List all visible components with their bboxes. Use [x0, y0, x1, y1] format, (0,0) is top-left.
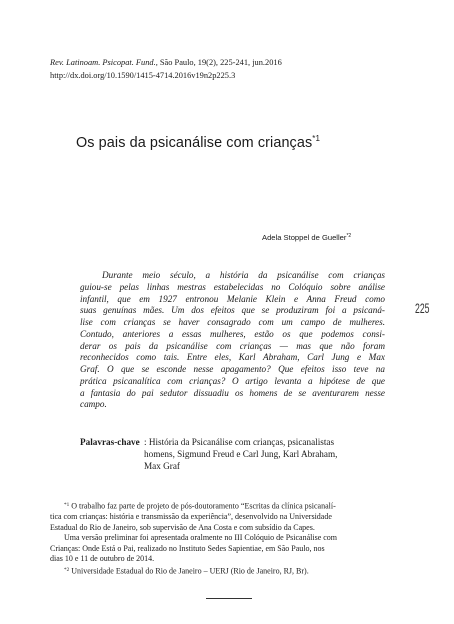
- abstract-line: Graf. O que se esconde nesse apagamento? Que efeitos isso teve na: [80, 364, 385, 374]
- footnote-line: Crianças: Onde Está o Pai, realizado no Instituto Sedes Sapientiae, em São Paulo, nos: [50, 543, 325, 553]
- keywords-line: : História da Psicanálise com crianças, psicanalistas: [144, 437, 335, 447]
- journal-name: Rev. Latinoam. Psicopat. Fund.: [50, 58, 156, 67]
- abstract-line: campo.: [80, 399, 107, 410]
- keywords-list: [144, 437, 400, 472]
- footnote-1: [50, 500, 410, 533]
- footnote-1-continued: [50, 533, 410, 565]
- abstract-line: Contudo, anteriores a essas mulheres, estão os que podemos consi-: [80, 328, 385, 339]
- footnote-2: [50, 565, 410, 577]
- journal-citation: [50, 57, 430, 82]
- citation-line: [50, 57, 430, 70]
- footnotes: [50, 500, 410, 577]
- keywords-label: Palavras-chave: [80, 437, 140, 447]
- author-name: Adela Stoppel de Gueller: [262, 233, 347, 242]
- footnote-1-mark: *1: [64, 502, 70, 508]
- title-text: Os pais da psicanálise com crianças: [76, 135, 313, 151]
- abstract-line: guiou-se pelas linhas mestras estabelecidas no Colóquio sobre análise: [80, 281, 385, 292]
- footnote-line: dias 10 e 11 de outubro de 2014.: [50, 554, 155, 564]
- abstract-line: lise com crianças se haver consagrado com um campo de mulheres.: [80, 317, 385, 327]
- footnote-line: tica com crianças: história e transmissão da experiência”, desenvolvido na Universidade: [50, 512, 332, 522]
- citation-details: , São Paulo, 19(2), 225-241, jun.2016: [155, 58, 282, 67]
- footer-rule: [206, 598, 252, 599]
- footnote-text: O trabalho faz parte de projeto de pós-doutoramento “Escritas da clínica psicanalí-: [69, 501, 336, 511]
- page-number: 225: [415, 300, 430, 316]
- keywords-block: [80, 437, 400, 472]
- abstract-line: reconhecidos como tais. Entre eles, Karl Abraham, Carl Jung e Max: [80, 352, 385, 363]
- article-title: [76, 134, 416, 151]
- abstract-line: Durante meio século, a história da psicanálise com crianças: [102, 270, 385, 280]
- author-line: [262, 233, 432, 242]
- abstract-line: suas genuínas mães. Um dos efeitos que se produziram foi a psicaná-: [80, 305, 385, 316]
- footnote-2-mark: *2: [64, 567, 70, 574]
- abstract-line: infantil, que em 1927 entronou Melanie Klein e Anna Freud como: [80, 293, 385, 304]
- author-footnote-mark[interactable]: *2: [346, 233, 352, 239]
- footnote-line: [50, 565, 410, 577]
- title-footnote-mark[interactable]: *1: [312, 134, 321, 143]
- footnote-line: Uma versão preliminar foi apresentada oralmente no III Colóquio de Psicanálise com: [64, 533, 338, 543]
- doi-link[interactable]: http://dx.doi.org/10.1590/1415-4714.2016v19n2p225.3: [50, 70, 236, 80]
- abstract-line: prática psicanalítica com crianças? O artigo levanta a hipótese de que: [80, 375, 385, 386]
- footnote-line: [50, 500, 410, 512]
- keywords-line: homens, Sigmund Freud e Carl Jung, Karl Abraham,: [144, 448, 338, 459]
- footnote-line: Estadual do Rio de Janeiro, sob supervisão de Ana Costa e com subsídio da Capes.: [50, 522, 315, 532]
- abstract-line: derar os pais da psicanálise com crianças — mas que não foram: [80, 340, 385, 351]
- abstract: [80, 270, 385, 411]
- footnote-text: Universidade Estadual do Rio de Janeiro – UERJ (Rio de Janeiro, RJ, Br).: [69, 566, 309, 576]
- keywords-line: Max Graf: [144, 460, 180, 471]
- abstract-line: a fantasia do pai sedutor dissuadiu os homens de se aventurarem nesse: [80, 387, 385, 398]
